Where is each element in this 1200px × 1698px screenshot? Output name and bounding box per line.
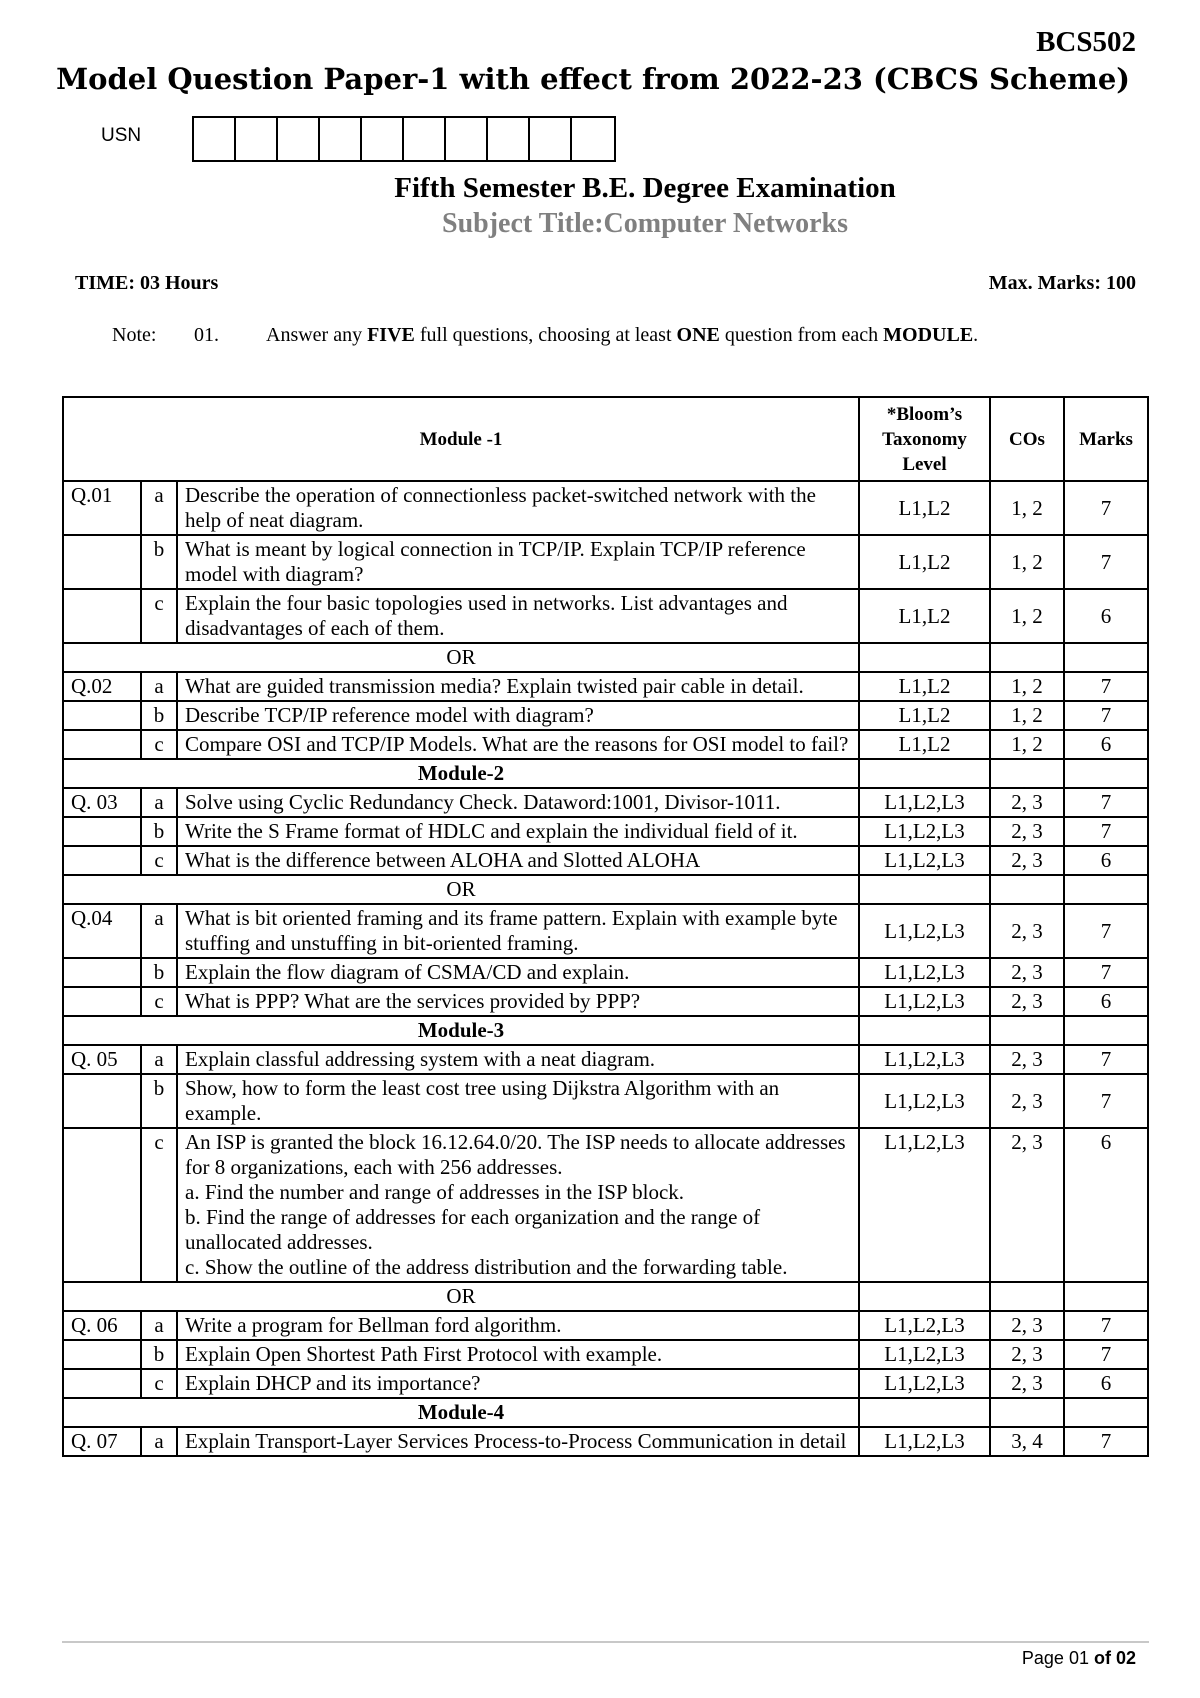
course-outcomes: 2, 3 bbox=[990, 1369, 1064, 1398]
empty-cell bbox=[990, 875, 1064, 904]
sub-question-letter: b bbox=[141, 958, 177, 987]
blooms-level: L1,L2,L3 bbox=[859, 1128, 990, 1282]
blooms-level: L1,L2,L3 bbox=[859, 1427, 990, 1456]
question-number bbox=[63, 701, 141, 730]
course-outcomes: 2, 3 bbox=[990, 817, 1064, 846]
question-text bbox=[177, 1128, 859, 1282]
question-text: What are guided transmission media? Explain twisted pair cable in detail. bbox=[177, 672, 859, 701]
question-marks: 7 bbox=[1064, 1340, 1148, 1369]
question-number bbox=[63, 730, 141, 759]
or-separator: OR bbox=[63, 643, 859, 672]
subject-code: BCS502 bbox=[1036, 26, 1136, 58]
question-marks: 7 bbox=[1064, 481, 1148, 535]
question-number bbox=[63, 1340, 141, 1369]
or-separator: OR bbox=[63, 1282, 859, 1311]
question-text: What is meant by logical connection in TCP/IP. Explain TCP/IP reference model with diagram? bbox=[177, 535, 859, 589]
paper-title: Model Question Paper-1 with effect from 2022-23 (CBCS Scheme) bbox=[56, 62, 1130, 96]
question-number: Q. 06 bbox=[63, 1311, 141, 1340]
question-text: Solve using Cyclic Redundancy Check. Dataword:1001, Divisor-1011. bbox=[177, 788, 859, 817]
section-separator-row bbox=[63, 1398, 1148, 1427]
question-number bbox=[63, 958, 141, 987]
question-number bbox=[63, 535, 141, 589]
question-number bbox=[63, 817, 141, 846]
blooms-level: L1,L2,L3 bbox=[859, 958, 990, 987]
empty-cell bbox=[1064, 1016, 1148, 1045]
blooms-level: L1,L2,L3 bbox=[859, 817, 990, 846]
course-outcomes: 2, 3 bbox=[990, 1074, 1064, 1128]
section-separator-row bbox=[63, 1282, 1148, 1311]
question-row bbox=[63, 817, 1148, 846]
module-heading: Module-2 bbox=[63, 759, 859, 788]
blooms-level: L1,L2 bbox=[859, 730, 990, 759]
sub-question-letter: b bbox=[141, 1340, 177, 1369]
usn-input-boxes bbox=[192, 116, 616, 162]
empty-cell bbox=[859, 1398, 990, 1427]
question-text: Write the S Frame format of HDLC and explain the individual field of it. bbox=[177, 817, 859, 846]
usn-box bbox=[236, 118, 278, 160]
usn-box bbox=[530, 118, 572, 160]
blooms-level: L1,L2,L3 bbox=[859, 1311, 990, 1340]
question-text: What is the difference between ALOHA and Slotted ALOHA bbox=[177, 846, 859, 875]
empty-cell bbox=[1064, 1282, 1148, 1311]
question-text: What is PPP? What are the services provided by PPP? bbox=[177, 987, 859, 1016]
question-row bbox=[63, 987, 1148, 1016]
course-outcomes: 3, 4 bbox=[990, 1427, 1064, 1456]
course-outcomes: 2, 3 bbox=[990, 1045, 1064, 1074]
blooms-level: L1,L2,L3 bbox=[859, 1340, 990, 1369]
sub-question-letter: c bbox=[141, 589, 177, 643]
sub-question-letter: c bbox=[141, 1369, 177, 1398]
sub-question-letter: a bbox=[141, 481, 177, 535]
empty-cell bbox=[1064, 1398, 1148, 1427]
instructions-note bbox=[112, 324, 978, 347]
course-outcomes: 1, 2 bbox=[990, 589, 1064, 643]
usn-label: USN bbox=[101, 125, 142, 146]
question-row bbox=[63, 730, 1148, 759]
question-marks: 7 bbox=[1064, 1074, 1148, 1128]
empty-cell bbox=[859, 759, 990, 788]
question-marks: 7 bbox=[1064, 1311, 1148, 1340]
blooms-level: L1,L2 bbox=[859, 535, 990, 589]
course-outcomes: 2, 3 bbox=[990, 846, 1064, 875]
question-marks: 6 bbox=[1064, 589, 1148, 643]
course-outcomes: 1, 2 bbox=[990, 730, 1064, 759]
question-marks: 6 bbox=[1064, 1369, 1148, 1398]
max-marks: Max. Marks: 100 bbox=[988, 272, 1136, 294]
usn-box bbox=[194, 118, 236, 160]
question-marks: 6 bbox=[1064, 846, 1148, 875]
question-number bbox=[63, 846, 141, 875]
question-row bbox=[63, 1311, 1148, 1340]
empty-cell bbox=[1064, 759, 1148, 788]
question-text-line: An ISP is granted the block 16.12.64.0/20. The ISP needs to allocate addresses for 8 organizations, each with 256 addresses. bbox=[185, 1130, 846, 1179]
footer-divider bbox=[62, 1641, 1149, 1643]
empty-cell bbox=[1064, 875, 1148, 904]
question-marks: 7 bbox=[1064, 701, 1148, 730]
note-text: Answer any FIVE full questions, choosing at least ONE question from each MODULE. bbox=[266, 324, 979, 346]
question-number bbox=[63, 1074, 141, 1128]
note-label: Note: bbox=[112, 324, 157, 346]
question-number bbox=[63, 1369, 141, 1398]
blooms-level: L1,L2,L3 bbox=[859, 1074, 990, 1128]
course-outcomes: 2, 3 bbox=[990, 1311, 1064, 1340]
question-number bbox=[63, 589, 141, 643]
empty-cell bbox=[990, 1282, 1064, 1311]
question-marks: 7 bbox=[1064, 958, 1148, 987]
question-marks: 7 bbox=[1064, 817, 1148, 846]
question-marks: 6 bbox=[1064, 730, 1148, 759]
table-header-row bbox=[63, 397, 1148, 481]
question-row bbox=[63, 672, 1148, 701]
course-outcomes: 1, 2 bbox=[990, 535, 1064, 589]
question-marks: 7 bbox=[1064, 904, 1148, 958]
sub-question-letter: a bbox=[141, 1045, 177, 1074]
question-number: Q. 03 bbox=[63, 788, 141, 817]
sub-question-letter: a bbox=[141, 1311, 177, 1340]
question-row bbox=[63, 958, 1148, 987]
cos-header: COs bbox=[990, 397, 1064, 481]
question-row bbox=[63, 1045, 1148, 1074]
question-text: Explain DHCP and its importance? bbox=[177, 1369, 859, 1398]
sub-question-letter: a bbox=[141, 904, 177, 958]
question-row bbox=[63, 1369, 1148, 1398]
course-outcomes: 2, 3 bbox=[990, 958, 1064, 987]
blooms-level: L1,L2,L3 bbox=[859, 846, 990, 875]
question-number: Q. 05 bbox=[63, 1045, 141, 1074]
subject-title: Subject Title:Computer Networks bbox=[442, 208, 848, 239]
usn-box bbox=[278, 118, 320, 160]
blooms-level: L1,L2,L3 bbox=[859, 1369, 990, 1398]
empty-cell bbox=[859, 875, 990, 904]
question-text: Describe TCP/IP reference model with diagram? bbox=[177, 701, 859, 730]
empty-cell bbox=[1064, 643, 1148, 672]
blooms-header: *Bloom’s Taxonomy Level bbox=[859, 397, 990, 481]
question-text-line: c. Show the outline of the address distribution and the forwarding table. bbox=[185, 1255, 788, 1279]
question-marks: 7 bbox=[1064, 672, 1148, 701]
question-text-line: a. Find the number and range of addresses in the ISP block. bbox=[185, 1180, 685, 1204]
question-marks: 7 bbox=[1064, 1045, 1148, 1074]
blooms-level: L1,L2,L3 bbox=[859, 788, 990, 817]
sub-question-letter: c bbox=[141, 1128, 177, 1282]
question-marks: 6 bbox=[1064, 1128, 1148, 1282]
sub-question-letter: b bbox=[141, 535, 177, 589]
module-heading: Module-4 bbox=[63, 1398, 859, 1427]
section-separator-row bbox=[63, 875, 1148, 904]
sub-question-letter: a bbox=[141, 672, 177, 701]
empty-cell bbox=[990, 1016, 1064, 1045]
question-table bbox=[62, 396, 1149, 1457]
module-heading: Module -1 bbox=[63, 397, 859, 481]
question-number: Q.01 bbox=[63, 481, 141, 535]
blooms-level: L1,L2 bbox=[859, 481, 990, 535]
question-text: Compare OSI and TCP/IP Models. What are the reasons for OSI model to fail? bbox=[177, 730, 859, 759]
sub-question-letter: b bbox=[141, 817, 177, 846]
course-outcomes: 2, 3 bbox=[990, 904, 1064, 958]
course-outcomes: 1, 2 bbox=[990, 672, 1064, 701]
empty-cell bbox=[990, 643, 1064, 672]
usn-box bbox=[362, 118, 404, 160]
blooms-level: L1,L2 bbox=[859, 589, 990, 643]
empty-cell bbox=[859, 643, 990, 672]
question-row bbox=[63, 589, 1148, 643]
question-text: Explain the four basic topologies used in networks. List advantages and disadvantages of each of them. bbox=[177, 589, 859, 643]
question-row bbox=[63, 1340, 1148, 1369]
sub-question-letter: a bbox=[141, 788, 177, 817]
question-text: Show, how to form the least cost tree using Dijkstra Algorithm with an example. bbox=[177, 1074, 859, 1128]
sub-question-letter: c bbox=[141, 730, 177, 759]
blooms-level: L1,L2,L3 bbox=[859, 987, 990, 1016]
exam-time: TIME: 03 Hours bbox=[75, 272, 219, 294]
course-outcomes: 1, 2 bbox=[990, 701, 1064, 730]
question-text: What is bit oriented framing and its frame pattern. Explain with example byte stuffing and unstuffing in bit-oriented framing. bbox=[177, 904, 859, 958]
empty-cell bbox=[990, 1398, 1064, 1427]
course-outcomes: 2, 3 bbox=[990, 987, 1064, 1016]
question-number bbox=[63, 987, 141, 1016]
question-row bbox=[63, 788, 1148, 817]
course-outcomes: 2, 3 bbox=[990, 1128, 1064, 1282]
section-separator-row bbox=[63, 643, 1148, 672]
course-outcomes: 1, 2 bbox=[990, 481, 1064, 535]
marks-header: Marks bbox=[1064, 397, 1148, 481]
note-number: 01. bbox=[194, 324, 219, 346]
question-row bbox=[63, 904, 1148, 958]
question-number bbox=[63, 1128, 141, 1282]
question-row bbox=[63, 1427, 1148, 1456]
question-text-line: b. Find the range of addresses for each organization and the range of unallocated addresses. bbox=[185, 1205, 761, 1254]
question-row bbox=[63, 535, 1148, 589]
question-marks: 6 bbox=[1064, 987, 1148, 1016]
question-number: Q. 07 bbox=[63, 1427, 141, 1456]
question-number: Q.04 bbox=[63, 904, 141, 958]
question-row bbox=[63, 846, 1148, 875]
question-text: Write a program for Bellman ford algorithm. bbox=[177, 1311, 859, 1340]
blooms-level: L1,L2,L3 bbox=[859, 904, 990, 958]
question-number: Q.02 bbox=[63, 672, 141, 701]
blooms-level: L1,L2 bbox=[859, 701, 990, 730]
section-separator-row bbox=[63, 759, 1148, 788]
module-heading: Module-3 bbox=[63, 1016, 859, 1045]
course-outcomes: 2, 3 bbox=[990, 1340, 1064, 1369]
or-separator: OR bbox=[63, 875, 859, 904]
blooms-level: L1,L2,L3 bbox=[859, 1045, 990, 1074]
question-text: Explain the flow diagram of CSMA/CD and explain. bbox=[177, 958, 859, 987]
blooms-level: L1,L2 bbox=[859, 672, 990, 701]
section-separator-row bbox=[63, 1016, 1148, 1045]
exam-title: Fifth Semester B.E. Degree Examination bbox=[394, 172, 896, 204]
question-text: Explain Transport-Layer Services Process-to-Process Communication in detail bbox=[177, 1427, 859, 1456]
question-marks: 7 bbox=[1064, 1427, 1148, 1456]
question-text: Explain Open Shortest Path First Protocol with example. bbox=[177, 1340, 859, 1369]
sub-question-letter: c bbox=[141, 987, 177, 1016]
sub-question-letter: b bbox=[141, 1074, 177, 1128]
page-number: Page 01 of 02 bbox=[1021, 1648, 1136, 1668]
course-outcomes: 2, 3 bbox=[990, 788, 1064, 817]
usn-box bbox=[320, 118, 362, 160]
usn-box bbox=[488, 118, 530, 160]
usn-box bbox=[404, 118, 446, 160]
usn-box bbox=[572, 118, 614, 160]
question-text: Describe the operation of connectionless packet-switched network with the help of neat diagram. bbox=[177, 481, 859, 535]
question-row bbox=[63, 1074, 1148, 1128]
question-marks: 7 bbox=[1064, 535, 1148, 589]
question-row bbox=[63, 701, 1148, 730]
question-text: Explain classful addressing system with a neat diagram. bbox=[177, 1045, 859, 1074]
empty-cell bbox=[990, 759, 1064, 788]
empty-cell bbox=[859, 1282, 990, 1311]
empty-cell bbox=[859, 1016, 990, 1045]
sub-question-letter: b bbox=[141, 701, 177, 730]
usn-box bbox=[446, 118, 488, 160]
question-row bbox=[63, 481, 1148, 535]
question-row bbox=[63, 1128, 1148, 1282]
sub-question-letter: c bbox=[141, 846, 177, 875]
sub-question-letter: a bbox=[141, 1427, 177, 1456]
question-marks: 7 bbox=[1064, 788, 1148, 817]
